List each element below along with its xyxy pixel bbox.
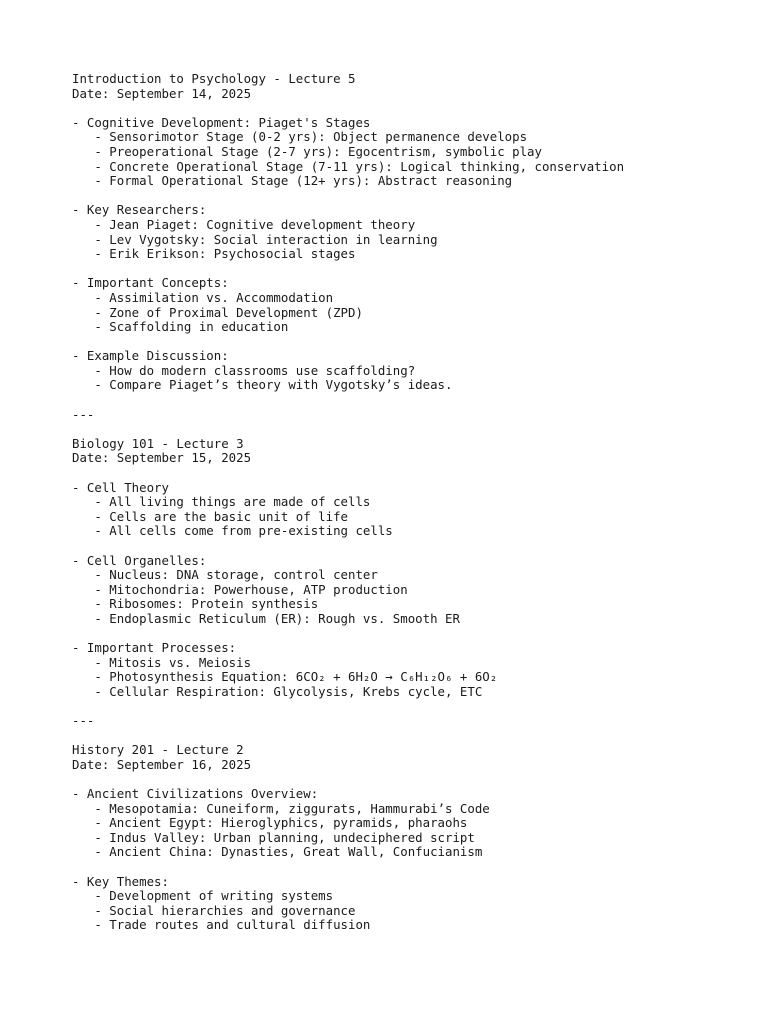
text-line: Date: September 14, 2025 bbox=[72, 85, 252, 101]
text-line bbox=[72, 101, 748, 116]
text-line: - Social hierarchies and governance bbox=[72, 902, 356, 918]
text-line: - Mesopotamia: Cuneiform, ziggurats, Hammurabi’s Code bbox=[72, 800, 490, 816]
text-line: - Key Themes: bbox=[72, 873, 169, 889]
text-line: - Lev Vygotsky: Social interaction in learning bbox=[72, 231, 438, 247]
text-line: - Important Processes: bbox=[72, 640, 237, 656]
text-line bbox=[72, 262, 748, 277]
text-line: - All living things are made of cells bbox=[72, 494, 371, 510]
text-line: - Scaffolding in education bbox=[72, 319, 289, 335]
text-line: - Zone of Proximal Development (ZPD) bbox=[72, 304, 363, 320]
text-line: - Photosynthesis Equation: 6CO₂ + 6H₂O → C₆H₁₂O₆ + 6O₂ bbox=[72, 669, 498, 685]
text-line: - Indus Valley: Urban planning, undeciphered script bbox=[72, 829, 475, 845]
text-line bbox=[72, 189, 748, 204]
text-line: - Cognitive Development: Piaget's Stages bbox=[72, 114, 371, 130]
text-line: - Concrete Operational Stage (7-11 yrs): Logical thinking, conservation bbox=[72, 158, 625, 174]
text-line bbox=[72, 860, 748, 875]
text-line: - Assimilation vs. Accommodation bbox=[72, 289, 334, 305]
text-line bbox=[72, 627, 748, 642]
text-line: - Ribosomes: Protein synthesis bbox=[72, 596, 319, 612]
text-line: Introduction to Psychology - Lecture 5 bbox=[72, 71, 356, 86]
text-line bbox=[72, 422, 748, 437]
text-line: - Nucleus: DNA storage, control center bbox=[72, 567, 378, 583]
text-line: - Formal Operational Stage (12+ yrs): Abstract reasoning bbox=[72, 173, 513, 189]
text-line: - Ancient Egypt: Hieroglyphics, pyramids, pharaohs bbox=[72, 815, 468, 831]
text-line bbox=[72, 393, 748, 408]
text-line: - Endoplasmic Reticulum (ER): Rough vs. Smooth ER bbox=[72, 610, 460, 626]
text-line: - Mitochondria: Powerhouse, ATP production bbox=[72, 581, 408, 597]
text-line bbox=[72, 700, 748, 715]
text-line: - Preoperational Stage (2-7 yrs): Egocentrism, symbolic play bbox=[72, 143, 542, 159]
text-line bbox=[72, 335, 748, 350]
text-line: - Mitosis vs. Meiosis bbox=[72, 654, 252, 670]
text-line: - Trade routes and cultural diffusion bbox=[72, 917, 371, 933]
text-line bbox=[72, 539, 748, 554]
text-line: - Development of writing systems bbox=[72, 888, 334, 904]
text-line: - All cells come from pre-existing cells bbox=[72, 523, 393, 539]
text-line: - Erik Erikson: Psychosocial stages bbox=[72, 246, 356, 262]
text-line: --- bbox=[72, 713, 95, 729]
text-line: - Cells are the basic unit of life bbox=[72, 508, 349, 524]
text-line: - Cell Organelles: bbox=[72, 552, 207, 568]
text-line: - Cell Theory bbox=[72, 479, 169, 495]
text-line: - Key Researchers: bbox=[72, 202, 207, 218]
text-line: - Ancient China: Dynasties, Great Wall, Confucianism bbox=[72, 844, 483, 860]
text-line: History 201 - Lecture 2 bbox=[72, 742, 244, 758]
text-line: Date: September 15, 2025 bbox=[72, 450, 252, 466]
text-line: - Important Concepts: bbox=[72, 275, 229, 291]
text-line: - Cellular Respiration: Glycolysis, Krebs cycle, ETC bbox=[72, 683, 483, 699]
text-line: - Jean Piaget: Cognitive development theory bbox=[72, 216, 416, 232]
text-line bbox=[72, 773, 748, 788]
text-line: - How do modern classrooms use scaffolding? bbox=[72, 362, 416, 378]
text-line: Biology 101 - Lecture 3 bbox=[72, 435, 244, 451]
text-line: - Ancient Civilizations Overview: bbox=[72, 786, 319, 802]
text-line bbox=[72, 729, 748, 744]
text-line: - Sensorimotor Stage (0-2 yrs): Object permanence develops bbox=[72, 129, 528, 145]
text-line: - Example Discussion: bbox=[72, 348, 229, 364]
text-line: - Compare Piaget’s theory with Vygotsky’s ideas. bbox=[72, 377, 453, 393]
text-line: Date: September 16, 2025 bbox=[72, 756, 252, 772]
text-line bbox=[72, 466, 748, 481]
text-line: --- bbox=[72, 406, 95, 422]
document-body bbox=[72, 72, 748, 933]
